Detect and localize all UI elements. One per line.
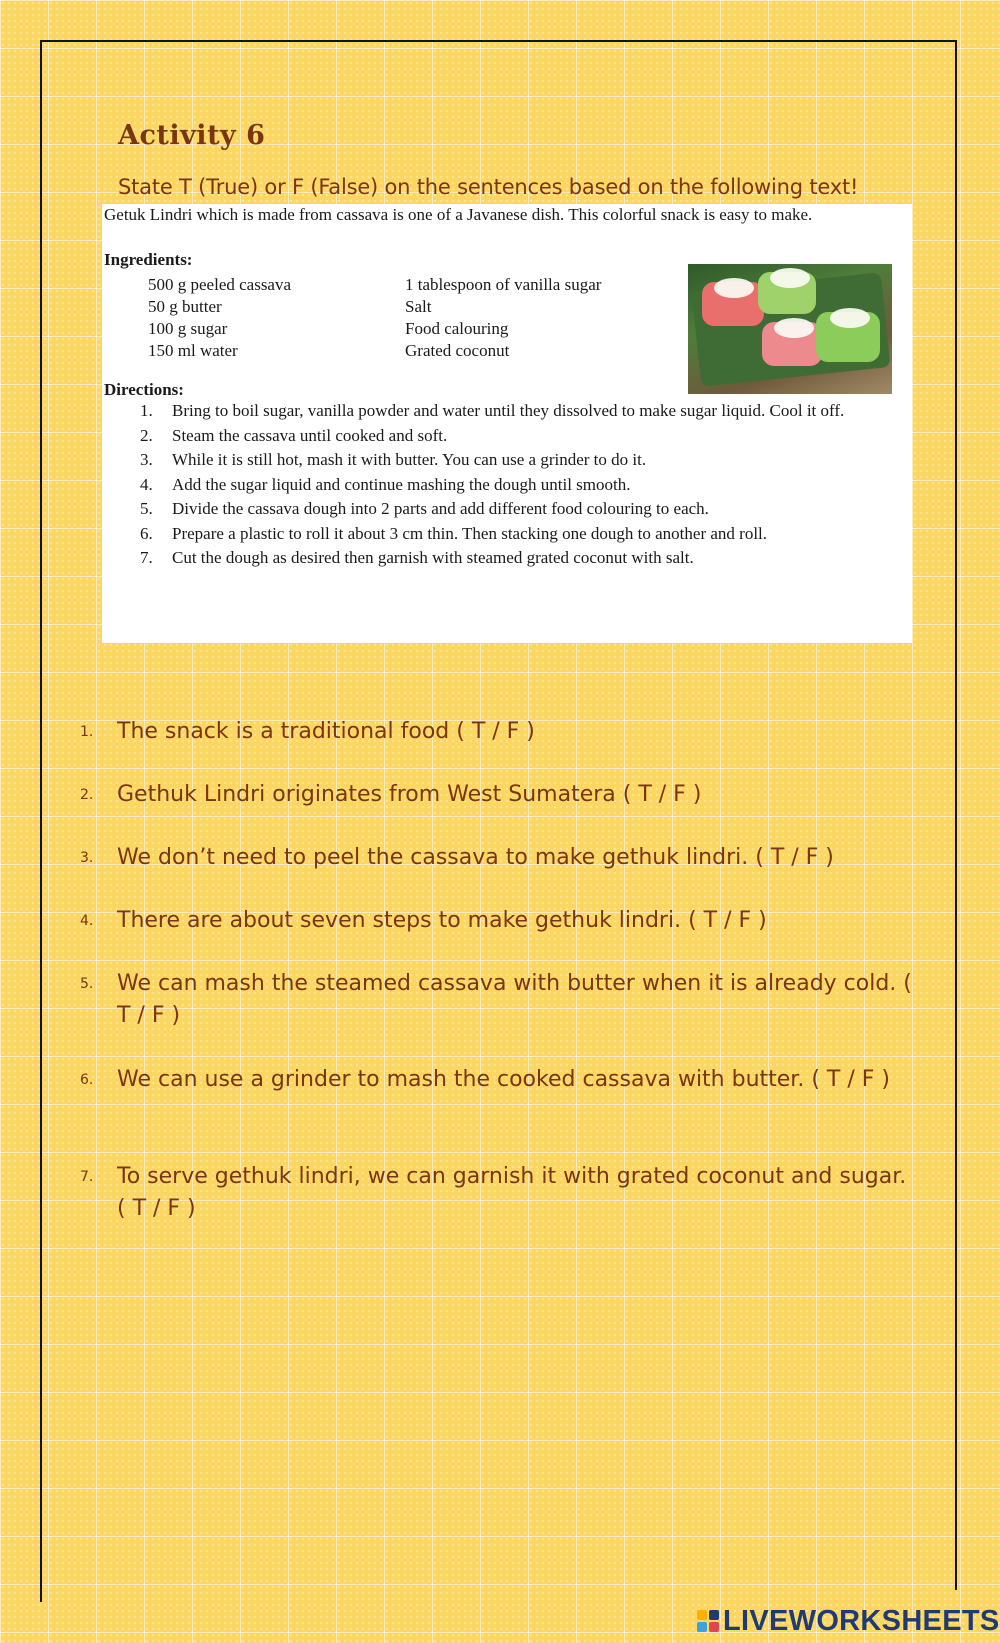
getuk-lindri-photo [688,264,892,394]
ingredient-item: Grated coconut [405,341,510,360]
direction-step [140,424,910,449]
question-number: 7. [80,1169,94,1185]
question-item[interactable] [80,1064,920,1096]
question-text: Gethuk Lindri originates from West Sumatera ( T / F ) [117,782,702,807]
activity-title: Activity 6 [118,120,266,151]
ingredient-item: 150 ml water [148,341,238,360]
ingredient-item: 500 g peeled cassava [148,275,292,294]
question-number: 1. [80,724,94,740]
direction-step [140,448,910,473]
grated-coconut-shape [714,278,754,298]
recipe-intro: Getuk Lindri which is made from cassava is one of a Javanese dish. This colorful snack is easy to make. [104,205,813,224]
step-text: Add the sugar liquid and continue mashing the dough until smooth. [172,474,631,494]
question-number: 2. [80,787,94,803]
direction-step [140,522,910,547]
direction-step [140,399,910,424]
question-item[interactable] [80,1161,920,1225]
question-number: 3. [80,850,94,866]
grated-coconut-shape [774,318,814,338]
activity-instruction: State T (True) or F (False) on the sentences based on the following text! [118,175,859,199]
question-text: The snack is a traditional food ( T / F ) [117,719,535,744]
grated-coconut-shape [770,268,810,288]
grated-coconut-shape [830,308,870,328]
question-number: 4. [80,913,94,929]
question-item[interactable] [80,968,920,1032]
step-text: Cut the dough as desired then garnish with steamed grated coconut with salt. [172,548,694,567]
direction-step [140,497,910,522]
page-frame-left [40,40,42,1602]
step-number: 5. [140,499,153,518]
ingredient-item: Salt [405,297,432,316]
step-number: 1. [140,401,153,420]
step-text: Steam the cassava until cooked and soft. [172,425,448,445]
step-number: 4. [140,474,153,494]
step-text: Bring to boil sugar, vanilla powder and water until they dissolved to make sugar liquid. Cool it off. [172,401,845,420]
ingredients-heading: Ingredients: [104,250,193,269]
question-item[interactable] [80,842,920,874]
step-text: Divide the cassava dough into 2 parts and add different food colouring to each. [172,499,709,518]
step-number: 6. [140,523,153,543]
step-number: 3. [140,450,153,469]
page-frame-right [955,40,957,1590]
ingredient-item: 50 g butter [148,297,222,316]
page-frame-top [40,40,957,42]
liveworksheets-logo-text: LIVEWORKSHEETS [723,1604,1000,1637]
question-item[interactable] [80,716,920,748]
question-item[interactable] [80,905,920,937]
ingredient-item: Food calouring [405,319,509,338]
question-number: 6. [80,1072,94,1088]
directions-list [140,399,910,571]
directions-heading: Directions: [104,380,184,399]
question-item[interactable] [80,779,920,811]
step-number: 7. [140,548,153,567]
step-number: 2. [140,425,153,445]
ingredients-right-list [405,274,601,362]
ingredient-item: 100 g sugar [148,319,228,338]
step-text: Prepare a plastic to roll it about 3 cm thin. Then stacking one dough to another and roll. [172,523,768,543]
question-text: We can mash the steamed cassava with butter when it is already cold. ( T / F ) [117,971,912,1028]
step-text: While it is still hot, mash it with butter. You can use a grinder to do it. [172,450,647,469]
question-text: We can use a grinder to mash the cooked cassava with butter. ( T / F ) [117,1067,890,1092]
direction-step [140,546,910,571]
liveworksheets-logo-icon [697,1610,719,1632]
ingredients-left-list [148,274,291,362]
direction-step [140,473,910,498]
question-number: 5. [80,976,94,992]
question-text: To serve gethuk lindri, we can garnish it with grated coconut and sugar. ( T / F ) [117,1164,907,1221]
question-text: There are about seven steps to make gethuk lindri. ( T / F ) [117,908,767,933]
question-text: We don’t need to peel the cassava to make gethuk lindri. ( T / F ) [117,845,834,870]
recipe-card [102,204,912,643]
liveworksheets-logo[interactable] [697,1604,1000,1638]
ingredient-item: 1 tablespoon of vanilla sugar [405,275,602,294]
